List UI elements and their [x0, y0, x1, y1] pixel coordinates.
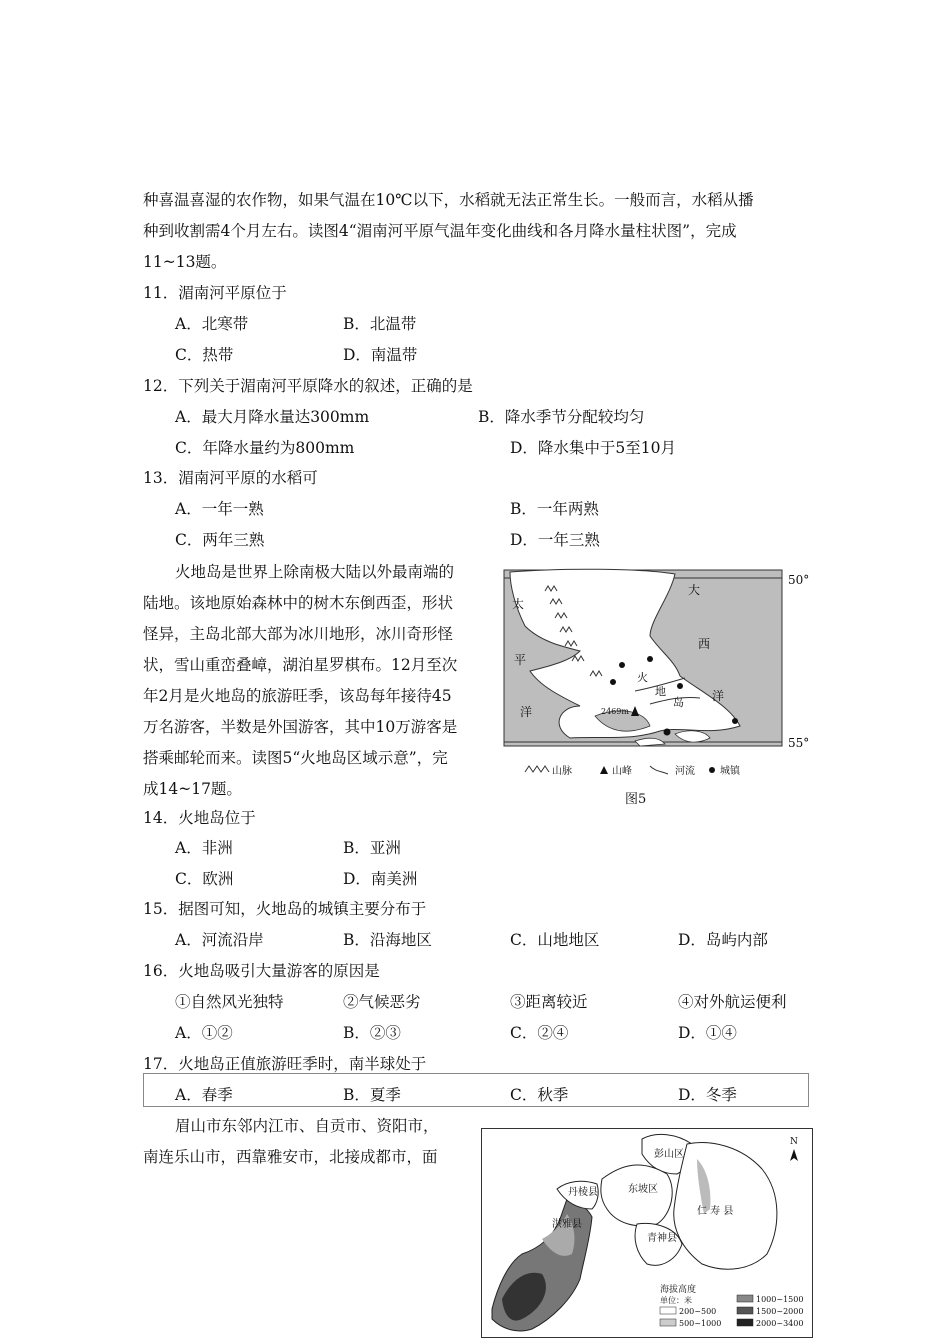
q16-option-a[interactable]: A．①② [175, 1024, 233, 1042]
north-arrow-icon [790, 1149, 798, 1161]
passage2-line-4: 状，雪山重峦叠嶂，湖泊星罗棋布。12月至次 [143, 656, 458, 674]
q11-option-a[interactable]: A．北寒带 [175, 315, 249, 333]
pacific-label-1: 太 [512, 597, 525, 611]
q16-option-b[interactable]: B．②③ [343, 1024, 401, 1042]
fig5-tierra-del-fuego-map [500, 566, 830, 811]
q14-stem: 14．火地岛位于 [143, 809, 256, 827]
island-label-1: 火 [637, 671, 648, 684]
passage2-line-7: 搭乘邮轮而来。读图5“火地岛区域示意”，完 [143, 749, 448, 767]
label-hongya: 洪雅县 [552, 1219, 582, 1230]
label-dongpo: 东坡区 [628, 1184, 658, 1195]
legend-1000-1500: 1000~1500 [756, 1295, 804, 1304]
north-label: N [790, 1137, 798, 1147]
q14-option-b[interactable]: B．亚洲 [343, 839, 401, 857]
lat-55-label: 55° [788, 736, 810, 750]
q16-item-1: ①自然风光独特 [175, 993, 284, 1011]
island-label-3: 岛 [673, 696, 684, 709]
q12-option-d[interactable]: D．降水集中于5至10月 [510, 439, 677, 457]
intro-line-1: 种喜温喜湿的农作物，如果气温在10℃以下，水稻就无法正常生长。一般而言，水稻从播 [143, 191, 754, 209]
q16-option-d[interactable]: D．①④ [678, 1024, 737, 1042]
fig6-meishan-map [481, 1128, 813, 1338]
fig6-legend [660, 1283, 803, 1328]
fig5-legend [525, 764, 741, 777]
q12-option-c[interactable]: C．年降水量约为800mm [175, 439, 355, 457]
passage2-line-1: 火地岛是世界上除南极大陆以外最南端的 [175, 563, 455, 581]
legend-title: 海拔高度 [660, 1285, 697, 1295]
legend-200-500: 200~500 [679, 1307, 717, 1316]
intro-line-2: 种到收割需4个月左右。读图4“湄南河平原气温年变化曲线和各月降水量柱状图”，完成 [143, 222, 737, 240]
q13-stem: 13．湄南河平原的水稻可 [143, 469, 318, 487]
legend-500-1000: 500~1000 [679, 1319, 722, 1328]
q12-stem: 12．下列关于湄南河平原降水的叙述，正确的是 [143, 377, 473, 395]
legend-2000-3400: 2000~3400 [756, 1319, 804, 1328]
passage2-line-6: 万名游客，半数是外国游客，其中10万游客是 [143, 718, 458, 736]
q12-option-a[interactable]: A．最大月降水量达300mm [175, 408, 370, 426]
q13-option-b[interactable]: B．一年两熟 [510, 500, 599, 518]
q14-option-a[interactable]: A．非洲 [175, 839, 233, 857]
q16-item-4: ④对外航运便利 [678, 993, 787, 1011]
fig5-caption: 图5 [625, 792, 647, 807]
legend-unit: 单位：米 [660, 1296, 692, 1305]
label-danling: 丹棱县 [568, 1187, 598, 1198]
legend-mountain: 山脉 [552, 766, 572, 777]
q16-stem: 16．火地岛吸引大量游客的原因是 [143, 962, 380, 980]
passage2-line-5: 年2月是火地岛的旅游旺季，该岛每年接待45 [143, 687, 452, 705]
legend-river: 河流 [675, 766, 695, 777]
q17-stem: 17．火地岛正值旅游旺季时，南半球处于 [143, 1055, 427, 1073]
q14-option-c[interactable]: C．欧洲 [175, 870, 234, 888]
q13-option-d[interactable]: D．一年三熟 [510, 531, 600, 549]
lat-50-label: 50° [788, 573, 810, 587]
q15-option-a[interactable]: A．河流沿岸 [175, 931, 264, 949]
q12-option-b[interactable]: B．降水季节分配较均匀 [478, 408, 645, 426]
q15-stem: 15．据图可知，火地岛的城镇主要分布于 [143, 900, 427, 918]
peak-label: 2469m [601, 707, 629, 716]
pacific-label-3: 洋 [520, 705, 533, 719]
q17-option-a[interactable]: A．春季 [175, 1086, 233, 1104]
atlantic-label-1: 大 [688, 583, 701, 597]
q13-option-a[interactable]: A．一年一熟 [175, 500, 264, 518]
legend-town: 城镇 [720, 766, 740, 777]
q14-option-d[interactable]: D．南美洲 [343, 870, 418, 888]
q15-option-b[interactable]: B．沿海地区 [343, 931, 432, 949]
q11-option-c[interactable]: C．热带 [175, 346, 234, 364]
pacific-label-2: 平 [514, 653, 527, 667]
q17-option-b[interactable]: B．夏季 [343, 1086, 401, 1104]
q16-item-3: ③距离较近 [510, 993, 588, 1011]
q11-stem: 11．湄南河平原位于 [143, 284, 287, 302]
label-qingshen: 青神县 [647, 1233, 677, 1244]
atlantic-label-2: 西 [698, 637, 711, 651]
intro-line-3: 11~13题。 [143, 253, 227, 271]
q13-option-c[interactable]: C．两年三熟 [175, 531, 265, 549]
passage2-line-2: 陆地。该地原始森林中的树木东倒西歪，形状 [143, 594, 454, 612]
legend-peak: 山峰 [612, 766, 632, 777]
legend-1500-2000: 1500~2000 [756, 1307, 804, 1316]
q15-option-c[interactable]: C．山地地区 [510, 931, 600, 949]
passage3-line-2: 南连乐山市，西靠雅安市，北接成都市，面 [143, 1148, 438, 1166]
q16-option-c[interactable]: C．②④ [510, 1024, 569, 1042]
passage2-line-3: 怪异，主岛北部大部为冰川地形，冰川奇形怪 [143, 625, 454, 643]
q15-option-d[interactable]: D．岛屿内部 [678, 931, 768, 949]
passage3-line-1: 眉山市东邻内江市、自贡市、资阳市， [175, 1117, 439, 1135]
island-label-2: 地 [655, 685, 666, 698]
q17-option-d[interactable]: D．冬季 [678, 1086, 737, 1104]
atlantic-label-3: 洋 [712, 689, 725, 703]
q17-option-c[interactable]: C．秋季 [510, 1086, 569, 1104]
label-pengshan: 彭山区 [654, 1149, 684, 1160]
q16-item-2: ②气候恶劣 [343, 993, 421, 1011]
passage2-line-8: 成14~17题。 [143, 780, 242, 798]
label-renshou: 仁 寿 县 [697, 1206, 734, 1217]
q11-option-d[interactable]: D．南温带 [343, 346, 418, 364]
q11-option-b[interactable]: B．北温带 [343, 315, 417, 333]
